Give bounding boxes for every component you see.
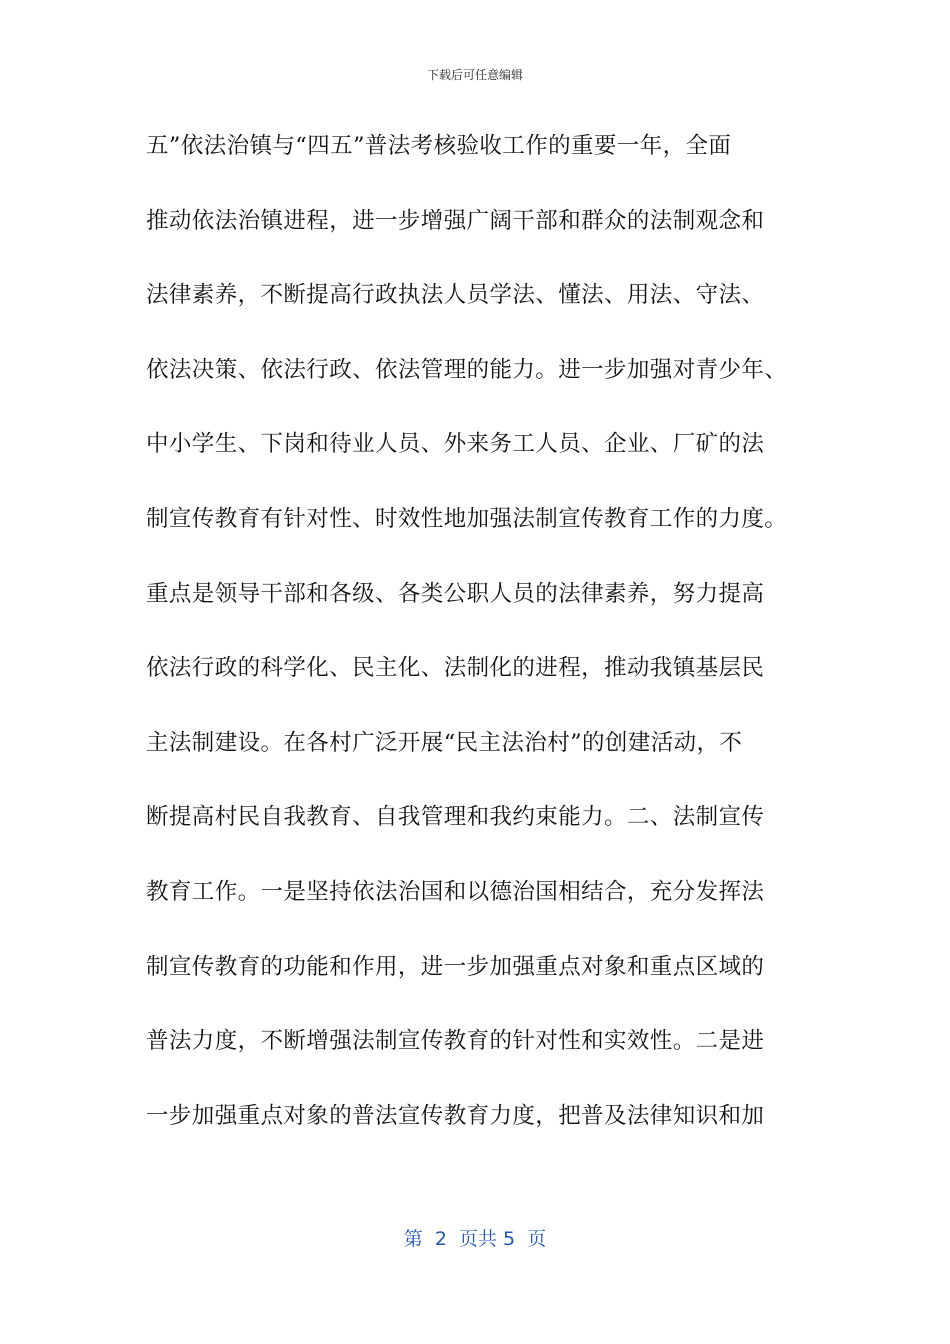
text-line: 断提高村民自我教育、自我管理和我约束能力。二、法制宣传: [146, 804, 765, 831]
text-line: 重点是领导干部和各级、各类公职人员的法律素养，努力提高: [146, 580, 765, 607]
page-number-footer: 第 2 页共 5 页: [403, 1228, 547, 1250]
text-line: 制宣传教育有针对性、时效性地加强法制宣传教育工作的力度。: [146, 505, 788, 532]
text-line: 一步加强重点对象的普法宣传教育力度，把普及法律知识和加: [146, 1102, 765, 1129]
text-line: 中小学生、下岗和待业人员、外来务工人员、企业、厂矿的法: [146, 431, 765, 458]
text-line: 依法决策、依法行政、依法管理的能力。进一步加强对青少年、: [146, 356, 788, 383]
text-line: 普法力度，不断增强法制宣传教育的针对性和实效性。二是进: [146, 1028, 765, 1055]
text-line: 制宣传教育的功能和作用，进一步加强重点对象和重点区域的: [146, 953, 765, 980]
text-line: 法律素养，不断提高行政执法人员学法、懂法、用法、守法、: [146, 282, 765, 309]
text-line: 教育工作。一是坚持依法治国和以德治国相结合，充分发挥法: [146, 878, 765, 905]
document-body: [146, 127, 826, 1171]
text-line: 推动依法治镇进程，进一步增强广阔干部和群众的法制观念和: [146, 207, 765, 234]
text-line: 主法制建设。在各村广泛开展“民主法治村”的创建活动，不: [146, 729, 743, 756]
page-header: 下载后可任意编辑: [426, 68, 523, 82]
text-line: 五”依法治镇与“四五”普法考核验收工作的重要一年，全面: [146, 133, 732, 159]
text-line: 依法行政的科学化、民主化、法制化的进程，推动我镇基层民: [146, 655, 765, 682]
